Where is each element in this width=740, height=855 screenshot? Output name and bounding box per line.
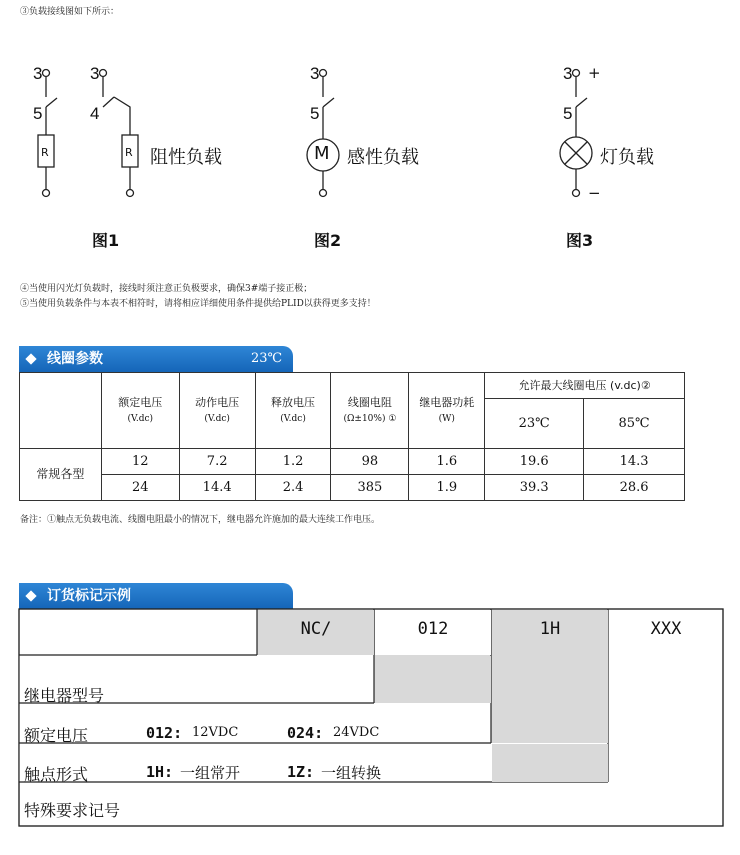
coil-params-title: 线圈参数 <box>47 351 103 367</box>
voltage-code-024: 024: <box>287 724 324 742</box>
code-cell-bg <box>492 744 608 782</box>
terminal-4-label: 4 <box>90 104 100 123</box>
motor-icon: M <box>314 143 330 164</box>
contact-code-1h: 1H: <box>146 763 174 781</box>
code-special: XXX <box>650 619 682 639</box>
cell: 385 <box>331 475 409 501</box>
table-corner <box>20 373 102 449</box>
cell: 14.4 <box>179 475 255 501</box>
rated-voltage-label: 额定电压 <box>24 726 89 745</box>
code-contact: 1H <box>539 619 561 639</box>
header-max-coil-voltage: 允许最大线圈电压 (v.dc)② <box>485 373 685 399</box>
cell: 1.6 <box>409 449 485 475</box>
resistor-label: R <box>125 146 133 159</box>
cell: 28.6 <box>584 475 685 501</box>
order-example-title: 订货标记示例 <box>47 588 131 604</box>
header-pickup-voltage: 动作电压 (V.dc) <box>179 373 255 449</box>
cell: 14.3 <box>584 449 685 475</box>
header-rated-voltage: 额定电压 (V.dc) <box>101 373 179 449</box>
header-85c: 85℃ <box>584 399 685 449</box>
plus-sign: + <box>588 64 601 82</box>
note-4: ④当使用闪光灯负载时，接线时须注意正负极要求，确保3#端子接正极； <box>20 284 313 294</box>
terminal-3-label: 3 <box>33 64 43 83</box>
header-power: 继电器功耗 (W) <box>409 373 485 449</box>
special-requirement-label: 特殊要求记号 <box>24 801 121 820</box>
relay-model-label: 继电器型号 <box>24 686 105 705</box>
resistive-load-label: 阻性负载 <box>150 147 222 168</box>
wiring-intro: ③负载接线图如下所示： <box>20 7 120 17</box>
diamond-icon <box>25 353 36 364</box>
cell: 1.2 <box>255 449 331 475</box>
cell: 2.4 <box>255 475 331 501</box>
resistor-label: R <box>41 146 49 159</box>
terminal-3-label: 3 <box>563 64 573 83</box>
cell: 39.3 <box>485 475 584 501</box>
note-5: ⑤当使用负载条件与本表不相符时，请将相应详细使用条件提供给PLID以获得更多支持！ <box>20 299 376 309</box>
contact-form-label: 触点形式 <box>24 765 89 784</box>
coil-remark: 备注：①触点无负载电流、线圈电阻最小的情况下，继电器允许施加的最大连续工作电压。 <box>20 515 381 525</box>
lamp-load-label: 灯负载 <box>600 147 654 168</box>
header-23c: 23℃ <box>485 399 584 449</box>
terminal-3-label: 3 <box>90 64 100 83</box>
terminal-5-label: 5 <box>310 104 320 123</box>
cell: 19.6 <box>485 449 584 475</box>
code-cell-bg <box>375 656 491 703</box>
contact-value-1z: 一组转换 <box>321 764 382 782</box>
terminal-5-label: 5 <box>563 104 573 123</box>
contact-value-1h: 一组常开 <box>180 764 241 782</box>
voltage-code-012: 012: <box>146 724 183 742</box>
row-label: 常规各型 <box>20 449 102 501</box>
table-row <box>20 475 685 501</box>
figure-3-caption: 图3 <box>566 231 594 250</box>
cell: 98 <box>331 449 409 475</box>
coil-params-table <box>19 372 685 501</box>
code-series: NC/ <box>300 619 332 639</box>
figure-1-caption: 图1 <box>92 231 120 250</box>
cell: 7.2 <box>179 449 255 475</box>
inductive-load-label: 感性负载 <box>347 147 419 168</box>
cell: 1.9 <box>409 475 485 501</box>
figure-2-caption: 图2 <box>314 231 342 250</box>
header-coil-resistance: 线圈电阻 (Ω±10%) ① <box>331 373 409 449</box>
table-row <box>20 449 685 475</box>
terminal-3-label: 3 <box>310 64 320 83</box>
header-release-voltage: 释放电压 (V.dc) <box>255 373 331 449</box>
coil-params-temp: 23℃ <box>251 351 283 366</box>
wiring-diagrams <box>0 55 740 205</box>
coil-params-tab <box>19 346 293 372</box>
voltage-value-12: 12VDC <box>192 725 239 740</box>
terminal-5-label: 5 <box>33 104 43 123</box>
code-voltage: 012 <box>417 619 449 639</box>
contact-code-1z: 1Z: <box>287 763 315 781</box>
minus-sign: − <box>588 184 601 202</box>
voltage-value-24: 24VDC <box>333 725 380 740</box>
cell: 12 <box>101 449 179 475</box>
cell: 24 <box>101 475 179 501</box>
